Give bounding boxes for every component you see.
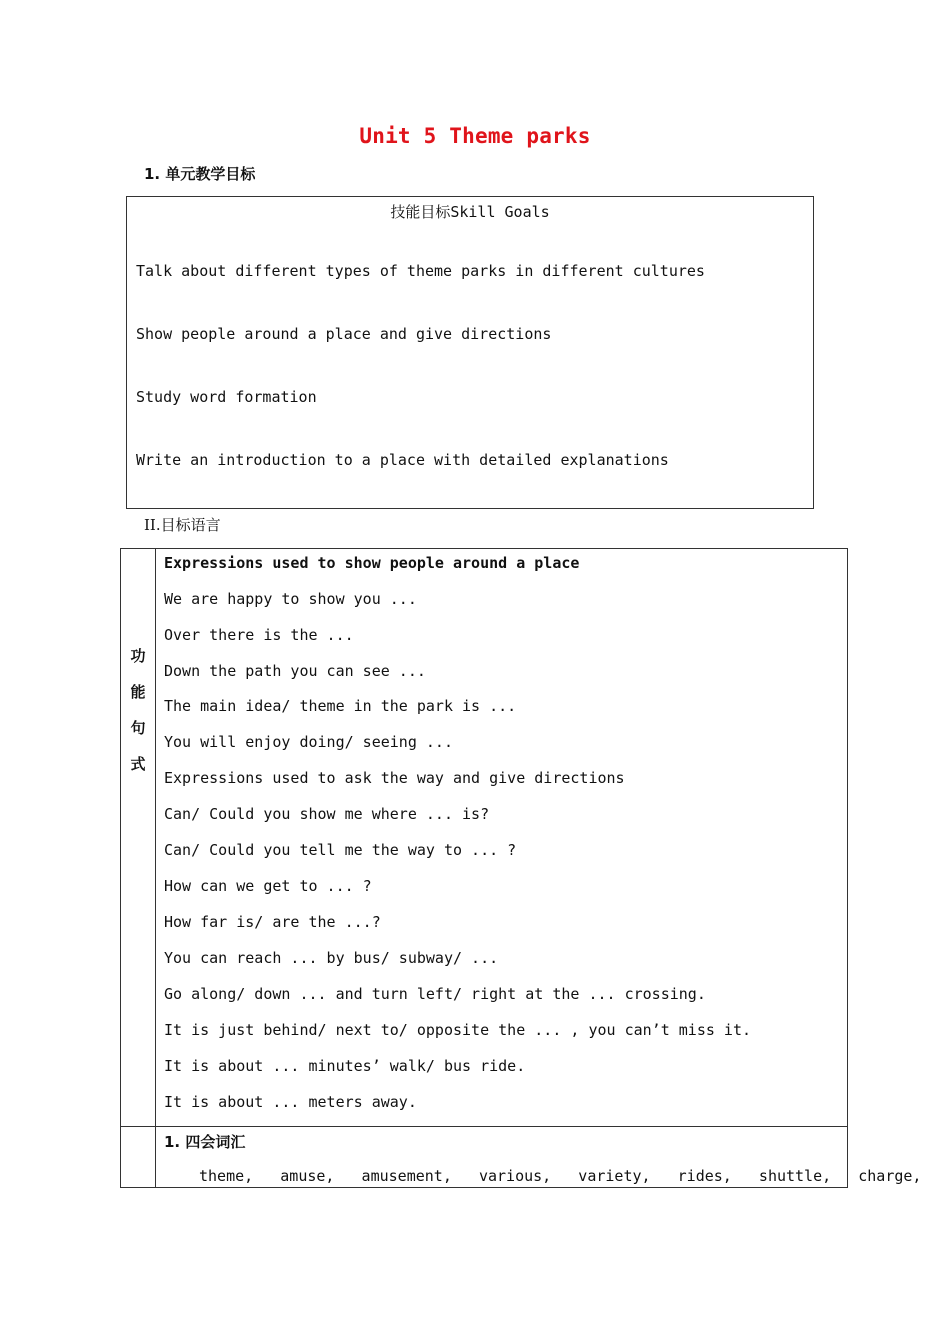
- side-label-char: 功: [130, 647, 146, 665]
- expression-line: We are happy to show you ...: [164, 590, 417, 608]
- expression-line: Can/ Could you show me where ... is?: [164, 805, 490, 823]
- expression-line: Can/ Could you tell me the way to ... ?: [164, 841, 517, 859]
- expression-line: Expressions used to ask the way and give directions: [164, 769, 625, 787]
- column-divider: [155, 549, 156, 1187]
- row-divider: [121, 1126, 847, 1127]
- skill-goals-heading: 技能目标Skill Goals: [390, 203, 550, 221]
- expression-line: The main idea/ theme in the park is ...: [164, 697, 517, 715]
- goal-item: Write an introduction to a place with detailed explanations: [136, 451, 669, 469]
- expression-line: Down the path you can see ...: [164, 662, 426, 680]
- skill-goals-box: [126, 196, 814, 509]
- side-label-char: 句: [130, 719, 146, 737]
- expression-line: How can we get to ... ?: [164, 877, 372, 895]
- goal-item: Show people around a place and give directions: [136, 325, 552, 343]
- expression-line: You can reach ... by bus/ subway/ ...: [164, 949, 499, 967]
- target-language-table: [120, 548, 922, 1188]
- side-label-char: 能: [130, 683, 146, 701]
- expression-line: It is about ... meters away.: [164, 1093, 417, 1111]
- expression-heading: Expressions used to show people around a place: [164, 554, 580, 572]
- expression-line: Over there is the ...: [164, 626, 354, 644]
- vocabulary-list: theme, amuse, amusement, various, variety, rides, shuttle, charge,: [199, 1167, 922, 1185]
- vocabulary-heading: 1. 四会词汇: [164, 1133, 246, 1151]
- page-title: Unit 5 Theme parks: [359, 124, 591, 148]
- expression-line: It is about ... minutes’ walk/ bus ride.: [164, 1057, 526, 1075]
- section-heading-goals: 1. 单元教学目标: [144, 165, 256, 183]
- expression-line: You will enjoy doing/ seeing ...: [164, 733, 453, 751]
- side-label-char: 式: [130, 755, 146, 773]
- expression-line: How far is/ are the ...?: [164, 913, 381, 931]
- expression-line: Go along/ down ... and turn left/ right at the ... crossing.: [164, 985, 706, 1003]
- goal-item: Study word formation: [136, 388, 317, 406]
- section-heading-language: II.目标语言: [144, 516, 221, 534]
- expression-line: It is just behind/ next to/ opposite the ... , you can’t miss it.: [164, 1021, 751, 1039]
- goal-item: Talk about different types of theme parks in different cultures: [136, 262, 705, 280]
